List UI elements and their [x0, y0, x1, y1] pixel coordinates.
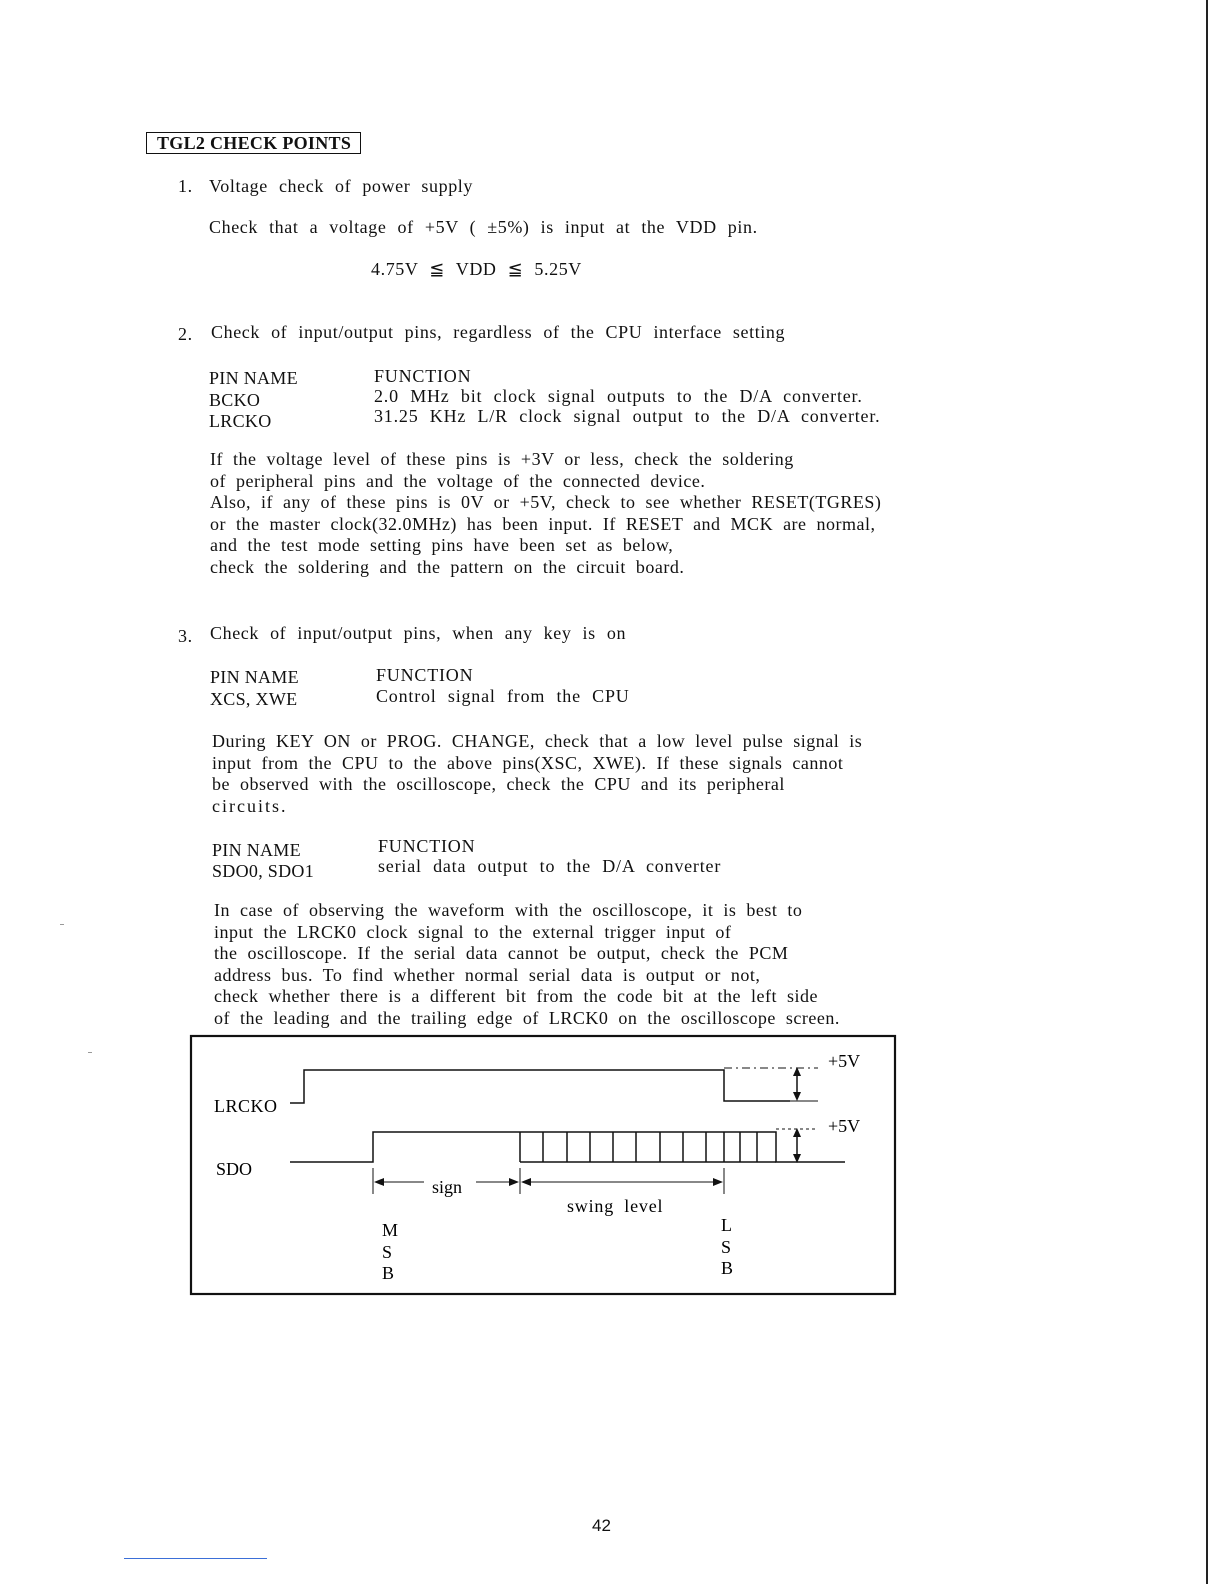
- pin-name-cell: XCS, XWE: [210, 689, 298, 709]
- voltage-label-mid: +5V: [828, 1116, 861, 1136]
- lrcko-waveform: [290, 1070, 790, 1103]
- section-heading: Check of input/output pins, regardless of the CPU interface setting: [211, 322, 786, 342]
- paragraph-line: be observed with the oscilloscope, check the CPU and its peripheral: [212, 774, 785, 794]
- pin-name-cell: SDO0, SDO1: [212, 861, 315, 881]
- msb-letter: M: [382, 1220, 399, 1240]
- pin-function-cell: Control signal from the CPU: [376, 686, 630, 706]
- paragraph-line: In case of observing the waveform with the oscilloscope, it is best to: [214, 900, 803, 920]
- swing-arrow-right: [713, 1178, 723, 1186]
- table-header-function: FUNCTION: [374, 366, 472, 386]
- lsb-letter: S: [721, 1237, 732, 1257]
- paragraph-line: of peripheral pins and the voltage of the connected device.: [210, 470, 706, 491]
- section-heading: Check of input/output pins, when any key is on: [210, 623, 627, 643]
- table-header-function: FUNCTION: [378, 836, 476, 856]
- paragraph-line: of the leading and the trailing edge of LRCK0 on the oscilloscope screen.: [214, 1007, 840, 1028]
- sign-arrow-left: [374, 1178, 384, 1186]
- section-heading: Voltage check of power supply: [209, 176, 474, 196]
- sdo-bit-cells: [520, 1132, 776, 1162]
- section-number: 2.: [178, 324, 193, 344]
- paragraph-line: the oscilloscope. If the serial data cannot be output, check the PCM: [214, 943, 789, 963]
- lsb-letter: B: [721, 1258, 734, 1278]
- voltage-label-top: +5V: [828, 1051, 861, 1071]
- section-text: Check that a voltage of +5V ( ±5%) is input at the VDD pin.: [209, 217, 758, 237]
- diagram-frame: [191, 1036, 895, 1294]
- table-header-pin-name: PIN NAME: [210, 667, 299, 687]
- swing-level-label: swing level: [567, 1196, 664, 1216]
- section-number: 3.: [178, 626, 193, 646]
- paragraph-line: If the voltage level of these pins is +3V or less, check the soldering: [210, 449, 794, 469]
- bottom-link-rule: [124, 1558, 267, 1559]
- section-number: 1.: [178, 176, 193, 196]
- lrcko-label: LRCKO: [214, 1096, 278, 1116]
- paragraph-line: address bus. To find whether normal serial data is output or not,: [214, 964, 761, 985]
- table-header-pin-name: PIN NAME: [209, 368, 298, 388]
- lrcko-arrow-head-down: [793, 1092, 801, 1101]
- sign-arrow-right: [509, 1178, 519, 1186]
- paragraph-line: During KEY ON or PROG. CHANGE, check that a low level pulse signal is: [212, 731, 863, 751]
- paragraph-line: or the master clock(32.0MHz) has been input. If RESET and MCK are normal,: [210, 513, 876, 534]
- pin-function-cell: 31.25 KHz L/R clock signal output to the D/A converter.: [374, 406, 881, 426]
- paragraph-line: and the test mode setting pins have been set as below,: [210, 535, 674, 555]
- paragraph-line: check whether there is a different bit from the code bit at the left side: [214, 986, 818, 1006]
- pin-function-cell: serial data output to the D/A converter: [378, 856, 722, 876]
- msb-letter: S: [382, 1242, 393, 1262]
- pin-name-cell: BCKO: [209, 390, 261, 410]
- msb-letter: B: [382, 1263, 395, 1283]
- page-number: 42: [592, 1516, 611, 1535]
- table-header-pin-name: PIN NAME: [212, 840, 301, 860]
- table-header-function: FUNCTION: [376, 665, 474, 685]
- voltage-range-formula: 4.75V ≦ VDD ≦ 5.25V: [371, 259, 582, 279]
- swing-arrow-left: [521, 1178, 531, 1186]
- pin-name-cell: LRCKO: [209, 411, 272, 431]
- sign-label: sign: [432, 1177, 463, 1197]
- page-title: TGL2 CHECK POINTS: [146, 132, 361, 154]
- pin-function-cell: 2.0 MHz bit clock signal outputs to the D/A converter.: [374, 386, 863, 406]
- paragraph-line: check the soldering and the pattern on the circuit board.: [210, 556, 685, 577]
- paragraph-line: input the LRCK0 clock signal to the external trigger input of: [214, 921, 732, 942]
- paragraph-line: input from the CPU to the above pins(XSC, XWE). If these signals cannot: [212, 752, 844, 773]
- sdo-label: SDO: [216, 1159, 253, 1179]
- paragraph-line: circuits.: [212, 795, 288, 816]
- lsb-letter: L: [721, 1215, 732, 1235]
- paragraph-line: Also, if any of these pins is 0V or +5V, check to see whether RESET(TGRES): [210, 492, 882, 512]
